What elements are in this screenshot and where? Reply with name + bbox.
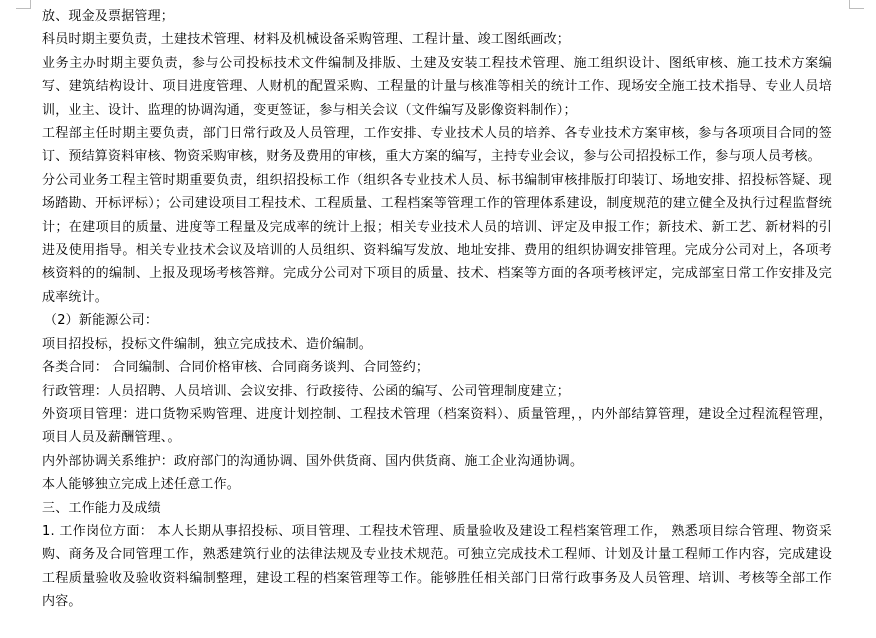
section-heading: 三、工作能力及成绩 — [42, 500, 161, 516]
paragraph: 各类合同： 合同编制、合同价格审核、合同商务谈判、合同签约； — [42, 360, 430, 376]
paragraph: 内外部协调关系维护：政府部门的沟通协调、国外供货商、国内供货商、施工企业沟通协调。 — [42, 453, 584, 469]
paragraph: 本人能够独立完成上述任意工作。 — [42, 477, 241, 493]
paragraph: 行政管理：人员招聘、人员培训、会议安排、行政接待、公函的编写、公司管理制度建立； — [42, 383, 571, 399]
top-right-margin-corner — [849, 0, 864, 9]
paragraph: 项目招投标，投标文件编制，独立完成技术、造价编制。 — [42, 336, 373, 352]
paragraph: 业务主办时期主要负责，参与公司投标技术文件编制及排版、土建及安装工程技术管理、施工组织设计、图纸审核、施工技术方案编写、建筑结构设计、项目进度管理、人财机的配置采购、工程量的计量与核准等相关的统计工作、现场安全施工技术指导、专业人员培训，业主、设计、监理的协调沟通，变更签证，参与相关会议（文件编写及影像资料制作）； — [42, 55, 832, 118]
paragraph: 放、现金及票据管理； — [42, 9, 175, 24]
top-left-margin-corner — [16, 0, 31, 9]
paragraph: 科员时期主要负责，土建技术管理、材料及机械设备采购管理、工程计量、竣工图纸画改； — [42, 32, 571, 48]
document-body — [42, 5, 832, 614]
paragraph: 1. 工作岗位方面： 本人长期从事招投标、项目管理、工程技术管理、质量验收及建设工程档案管理工作， 熟悉项目综合管理、物资采购、商务及合同管理工作，熟悉建筑行业的法律法规及专业技术规范。可独立完成技术工程师、计划及计量工程师工作内容，完成建设工程质量验收及验收资料编制整理，建设工程的档案管理等工作。能够胜任相关部门日常行政事务及人员管理、培训、考核等全部工作内容。 — [42, 523, 832, 610]
paragraph: 外资项目管理：进口货物采购管理、进度计划控制、工程技术管理（档案资料）、质量管理，，内外部结算管理，建设全过程流程管理，项目人员及薪酬管理、。 — [42, 406, 832, 446]
paragraph: 分公司业务工程主管时期重要负责，组织招投标工作（组织各专业技术人员、标书编制审核排版打印装订、场地安排、招投标答疑、现场踏勘、开标评标）；公司建设项目工程技术、工程质量、工程档案等管理工作的管理体系建设，制度规范的建立健全及执行过程监督统计；在建项目的质量、进度等工程量及完成率的统计上报；相关专业技术人员的培训、评定及申报工作；新技术、新工艺、新材料的引进及使用指导。相关专业技术会议及培训的人员组织、资料编写发放、地址安排、费用的组织协调安排管理。完成分公司对上，各项考核资料的的编制、上报及现场考核答辩。完成分公司对下项目的质量、技术、档案等方面的各项考核评定，完成部室日常工作安排及完成率统计。 — [42, 172, 832, 305]
section-subheading: （2）新能源公司： — [44, 313, 159, 329]
paragraph: 工程部主任时期主要负责，部门日常行政及人员管理，工作安排、专业技术人员的培养、各专业技术方案审核，参与各项项目合同的签订、预结算资料审核、物资采购审核，财务及费用的审核，重大方案的编写，主持专业会议，参与公司招投标工作，参与项人员考核。 — [42, 126, 832, 165]
